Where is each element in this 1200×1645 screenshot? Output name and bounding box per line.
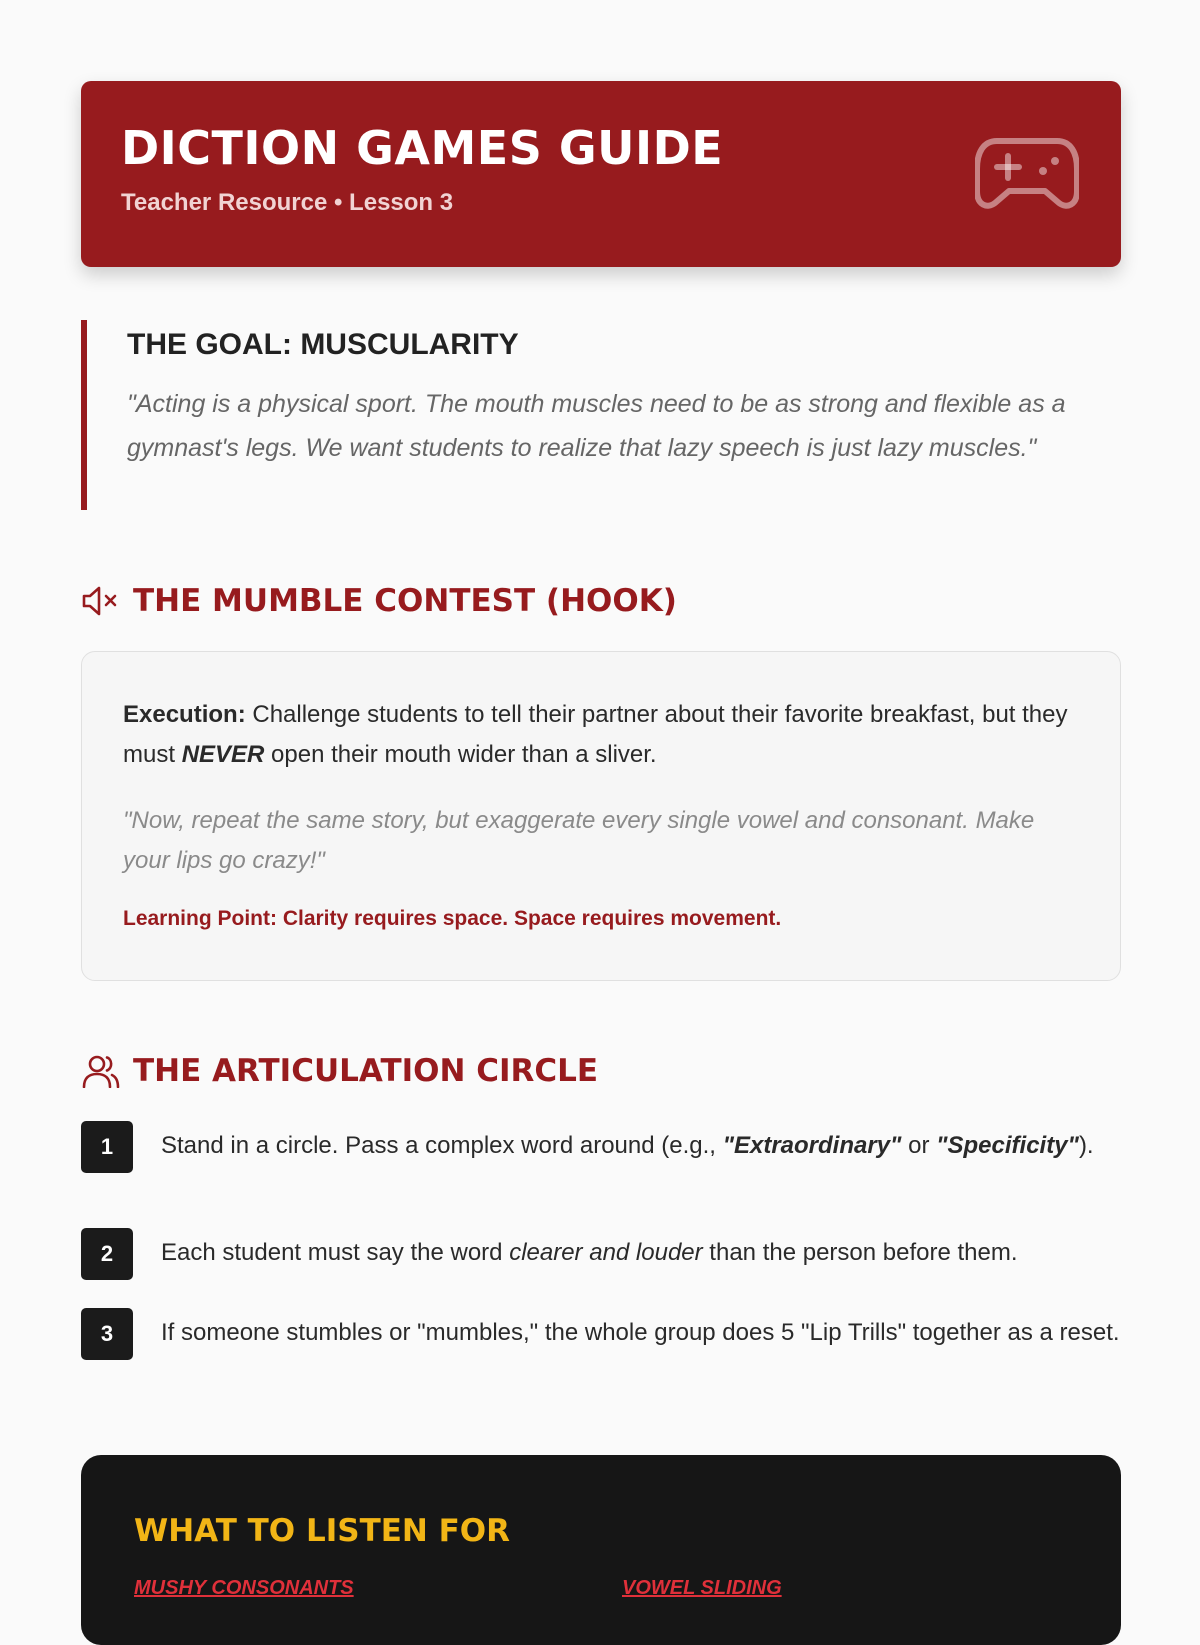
volume-mute-icon — [81, 584, 121, 618]
gamepad-icon — [975, 131, 1079, 213]
goal-quote: "Acting is a physical sport. The mouth muscles need to be as strong and flexible as a gymnast's legs. We want students to realize that lazy speech is just lazy muscles." — [127, 390, 1066, 462]
step-number: 3 — [81, 1308, 133, 1360]
step-text: If someone stumbles or "mumbles," the whole group does 5 "Lip Trills" together as a reset. — [161, 1319, 1120, 1346]
step-text-part: than the person before them. — [702, 1239, 1018, 1266]
step-number: 2 — [81, 1228, 133, 1280]
execution-text-1: Challenge students to tell their partner about their favorite breakfast, but they must — [123, 701, 1068, 768]
execution-emphasis: NEVER — [181, 741, 265, 768]
mumble-quote: "Now, repeat the same story, but exaggerate every single vowel and consonant. Make your lips go crazy!" — [123, 807, 1035, 874]
header-banner — [81, 81, 1121, 267]
step-text — [161, 1233, 1123, 1273]
mumble-card — [81, 651, 1121, 981]
circle-title: THE ARTICULATION CIRCLE — [133, 1053, 599, 1089]
listen-item-mushy-consonants: MUSHY CONSONANTS — [134, 1577, 354, 1599]
example-word: "Specificity" — [936, 1132, 1079, 1159]
listen-item-vowel-sliding: VOWEL SLIDING — [622, 1577, 782, 1599]
step-text-part: or — [901, 1132, 937, 1159]
step-text-part: Each student must say the word — [161, 1239, 510, 1266]
page-title: DICTION GAMES GUIDE — [121, 121, 724, 175]
learning-point: Learning Point: Clarity requires space. Space requires movement. — [123, 907, 782, 930]
page-subtitle: Teacher Resource • Lesson 3 — [121, 189, 454, 216]
listen-title: WHAT TO LISTEN FOR — [134, 1513, 511, 1549]
execution-text — [123, 695, 1083, 775]
goal-callout — [81, 320, 1127, 510]
step-text-part: Stand in a circle. Pass a complex word around (e.g., — [161, 1132, 723, 1159]
step-text-part: ). — [1078, 1132, 1094, 1159]
example-word: "Extraordinary" — [722, 1132, 902, 1159]
step-emphasis: clearer and louder — [509, 1239, 703, 1266]
execution-text-2: open their mouth wider than a sliver. — [264, 741, 657, 768]
execution-label: Execution: — [123, 701, 246, 728]
mumble-section-heading — [81, 581, 1121, 621]
step-text — [161, 1126, 1123, 1166]
mumble-title: THE MUMBLE CONTEST (HOOK) — [133, 583, 677, 619]
circle-section-heading — [81, 1051, 1121, 1091]
users-icon — [81, 1054, 121, 1088]
step-number: 1 — [81, 1121, 133, 1173]
goal-title: THE GOAL: MUSCULARITY — [127, 328, 519, 361]
listen-panel — [81, 1455, 1121, 1645]
